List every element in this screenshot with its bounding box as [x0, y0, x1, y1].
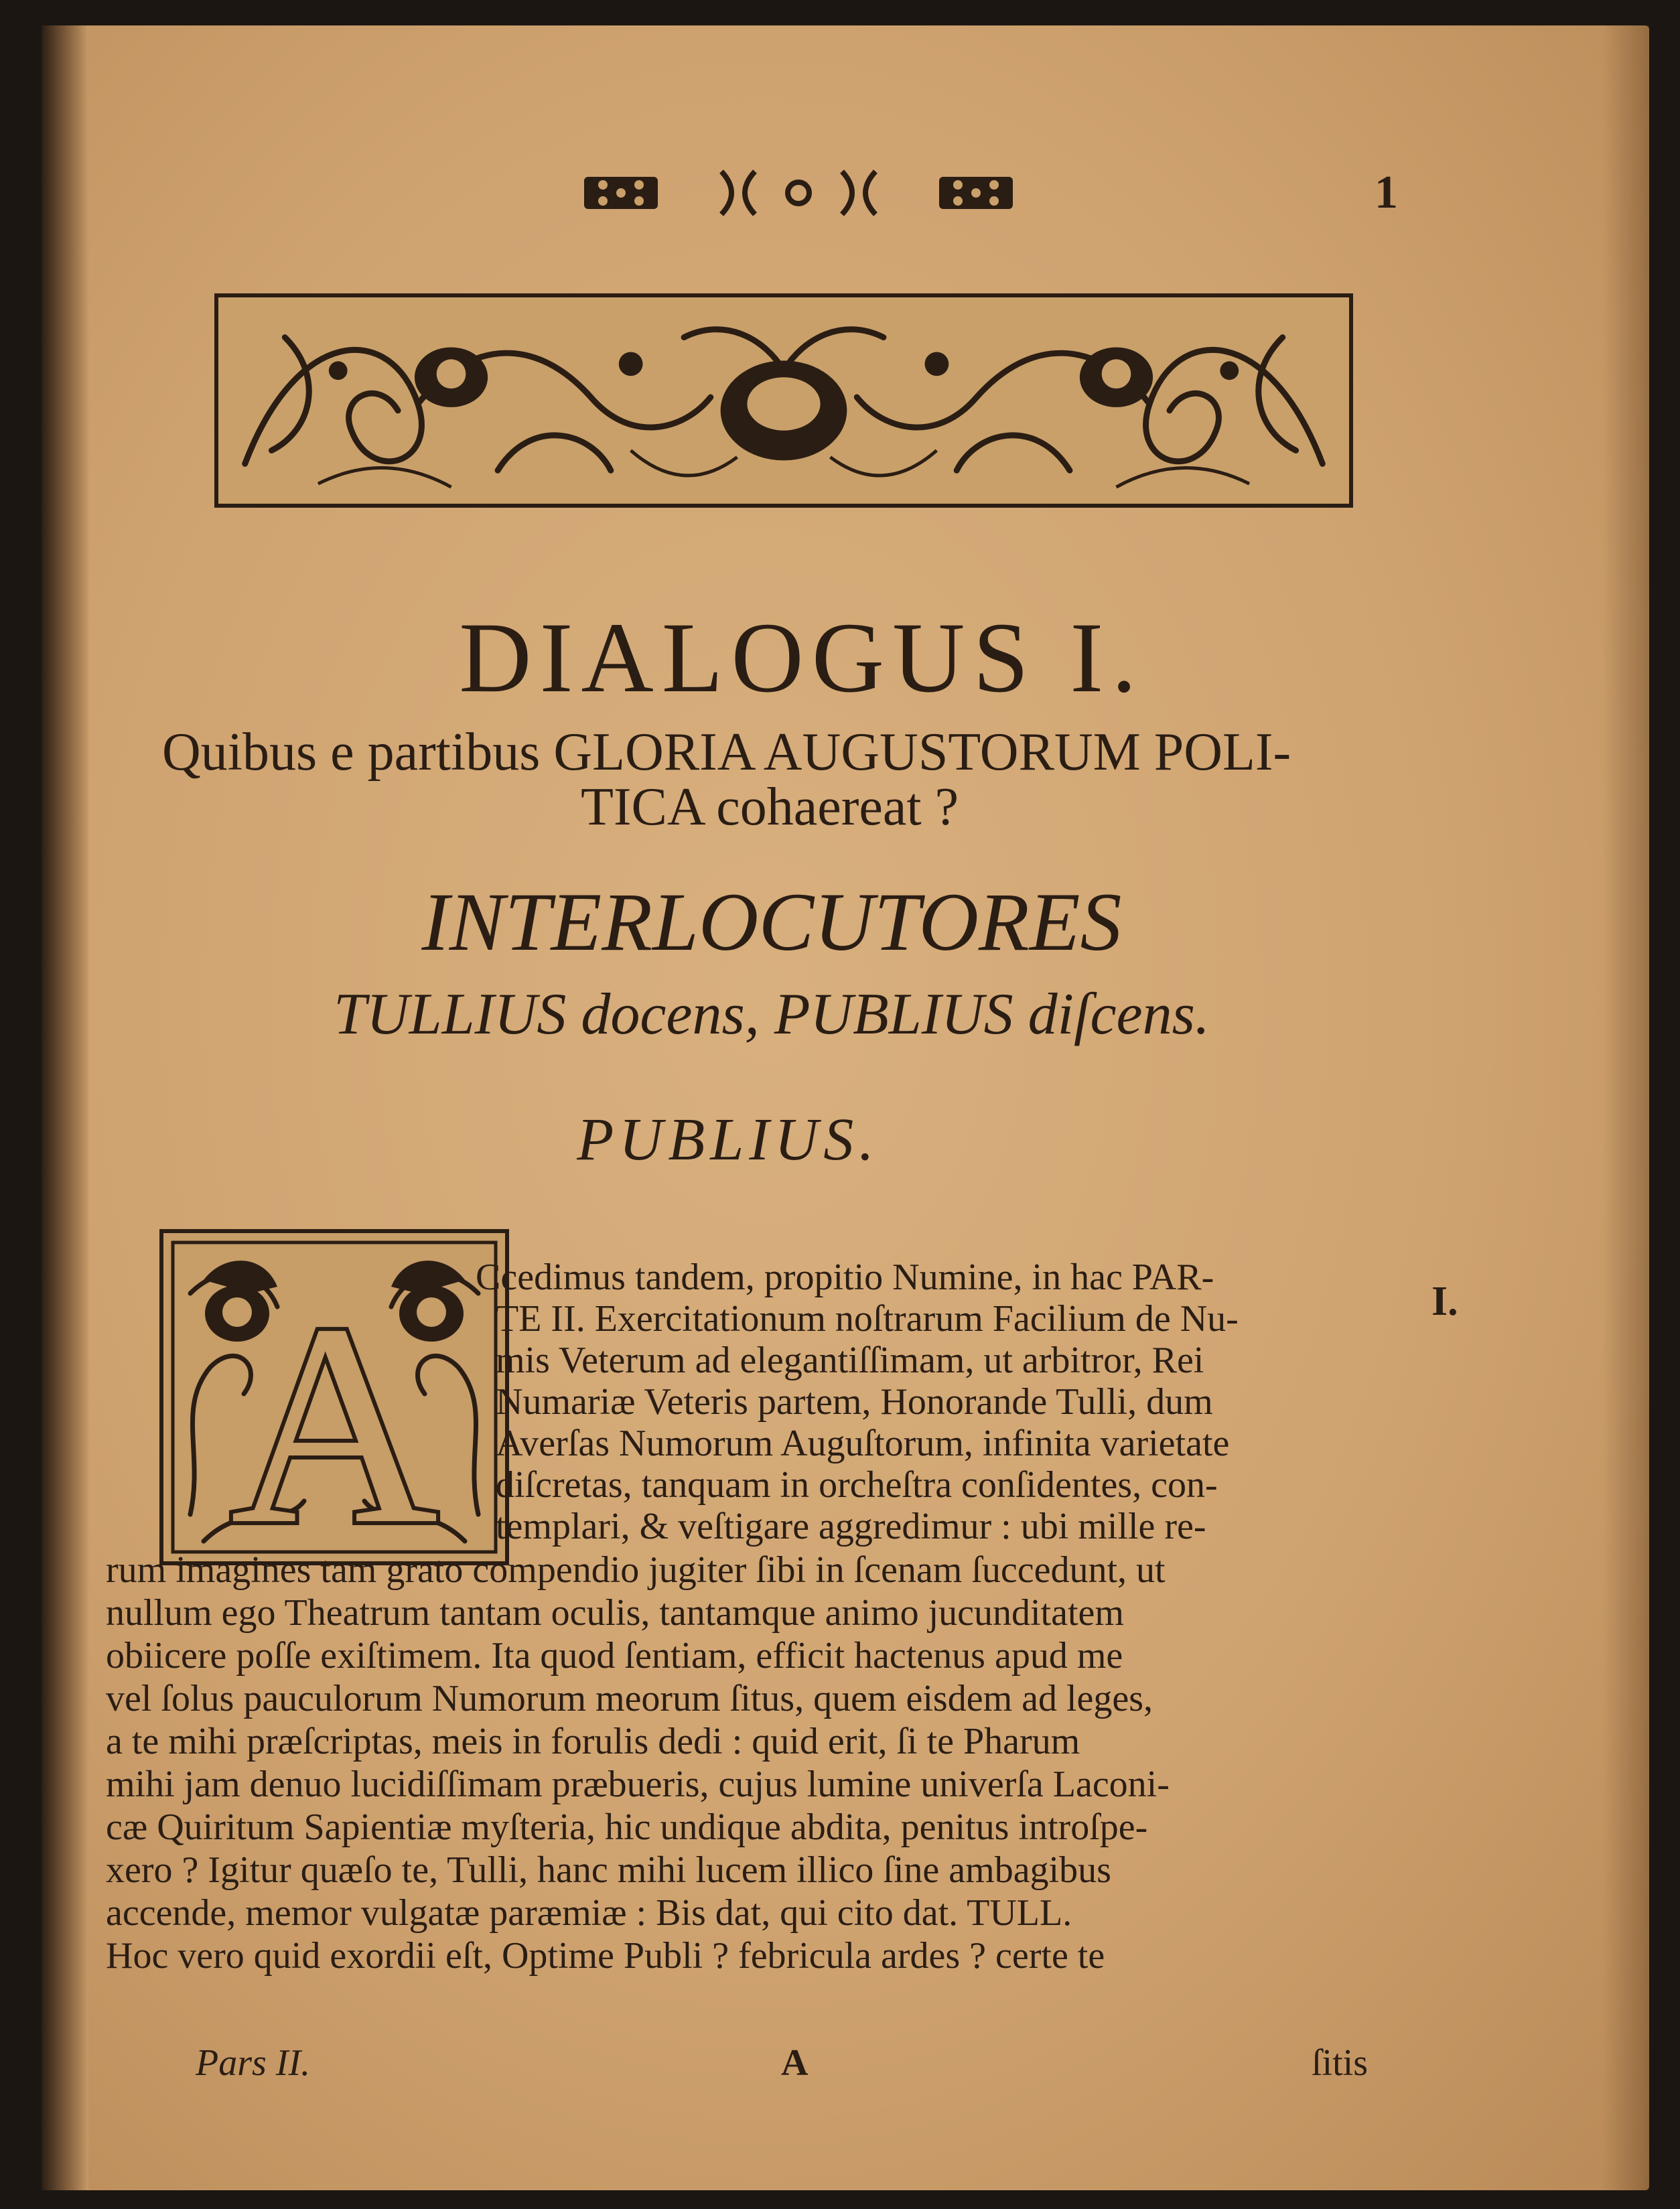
top-ornament [584, 165, 1013, 218]
body-line: cæ Quiritum Sapientiæ myſteria, hic undique abdita, penitus introſpe- [106, 1806, 1148, 1848]
chapter-title: DIALOGUS I. [459, 602, 1145, 713]
body-line: templari, & veſtigare aggredimur : ubi mille re- [496, 1506, 1206, 1547]
margin-note: I. [1431, 1279, 1458, 1324]
book-page [42, 25, 1649, 2190]
body-line: Numariæ Veteris partem, Honorande Tulli, dum [496, 1381, 1213, 1423]
body-line: a te mihi præſcriptas, meis in forulis dedi : quid erit, ſi te Pharum [106, 1721, 1080, 1762]
body-line: accende, memor vulgatæ paræmiæ : Bis dat, qui cito dat. TULL. [106, 1892, 1072, 1934]
interlocutores-heading: INTERLOCUTORES [421, 876, 1122, 968]
decorative-headpiece [214, 293, 1353, 508]
chapter-question-line-2: TICA cohaereat ? [581, 778, 959, 837]
body-line: nullum ego Theatrum tantam oculis, tantamque animo jucunditatem [106, 1592, 1124, 1634]
footer-catchword: ſitis [1312, 2042, 1369, 2084]
body-line: mihi jam denuo lucidiſſimam præbueris, cujus lumine univerſa Laconi- [106, 1764, 1170, 1805]
body-line: mis Veterum ad elegantiſſimam, ut arbitror, Rei [496, 1340, 1204, 1381]
body-line: diſcretas, tanquam in orcheſtra conſidentes, con- [496, 1464, 1218, 1506]
drop-cap-letter: A [230, 1265, 439, 1561]
drop-cap-initial [159, 1229, 509, 1565]
speaker-heading: PUBLIUS. [577, 1107, 880, 1173]
body-line: Hoc vero quid exordii eſt, Optime Publi ? febricula ardes ? certe te [106, 1935, 1105, 1977]
body-line: Ccedimus tandem, propitio Numine, in hac PAR- [476, 1257, 1214, 1298]
body-line: Averſas Numorum Auguſtorum, infinita varietate [496, 1423, 1230, 1464]
footer-signature: A [781, 2042, 809, 2084]
speakers-line: TULLIUS docens, PUBLIUS diſcens. [334, 982, 1210, 1047]
page-number: 1 [1375, 167, 1398, 218]
page-edge-shadow [1602, 25, 1649, 2190]
body-line: vel ſolus pauculorum Numorum meorum ſitus, quem eisdem ad leges, [106, 1678, 1153, 1719]
body-line: xero ? Igitur quæſo te, Tulli, hanc mihi lucem illico ſine ambagibus [106, 1849, 1111, 1891]
body-line: rum imagines tam grato compendio jugiter ſibi in ſcenam ſuccedunt, ut [106, 1549, 1166, 1591]
footer-part: Pars II. [196, 2042, 311, 2084]
chapter-question-line-1: Quibus e partibus GLORIA AUGUSTORUM POLI- [162, 723, 1291, 782]
body-line: obiicere poſſe exiſtimem. Ita quod ſentiam, efficit hactenus apud me [106, 1635, 1123, 1677]
body-line: TE II. Exercitationum noſtrarum Facilium de Nu- [496, 1298, 1239, 1340]
